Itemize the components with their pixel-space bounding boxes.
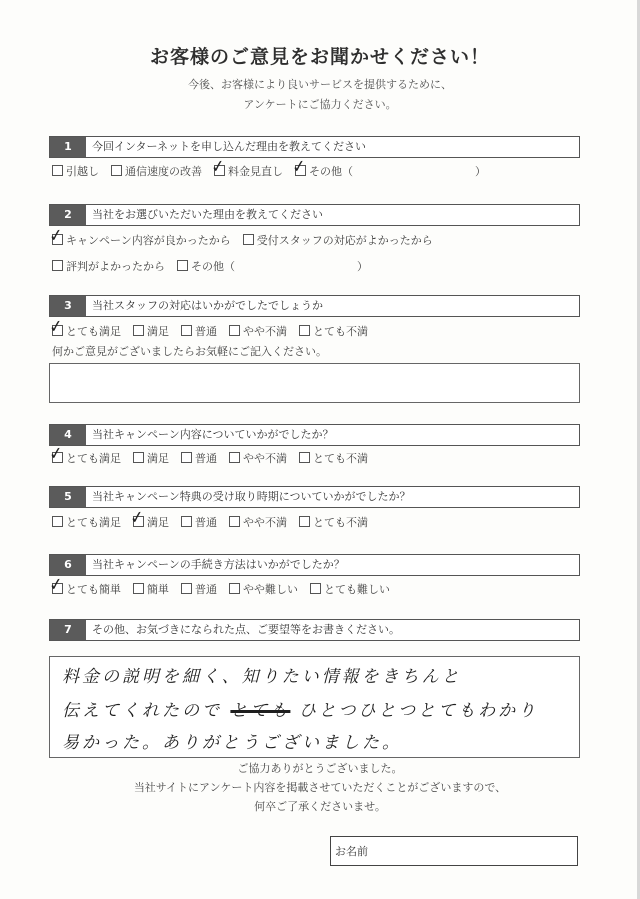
question-7-header <box>49 619 580 641</box>
question-2-header <box>49 204 580 226</box>
checkbox[interactable] <box>181 583 192 594</box>
option-label: 受付スタッフの対応がよかったから <box>256 234 433 247</box>
option-label: 満足 <box>147 452 169 465</box>
question-number: 1 <box>50 137 86 157</box>
checkbox[interactable] <box>243 234 254 245</box>
question-number: 7 <box>50 620 86 640</box>
checkmark-icon: ✓ <box>128 507 146 529</box>
page-title: お客様のご意見をお聞かせください！ <box>149 46 490 68</box>
question-text: 当社スタッフの対応はいかがでしたでしょうか <box>92 299 323 312</box>
option[interactable] <box>181 581 217 597</box>
option[interactable] <box>181 323 217 339</box>
option[interactable] <box>111 163 202 179</box>
question-text: 今回インターネットを申し込んだ理由を教えてください <box>92 140 367 153</box>
checkbox[interactable] <box>310 583 321 594</box>
option-label: 簡単 <box>147 583 169 596</box>
option[interactable] <box>229 581 298 597</box>
checkbox[interactable] <box>177 260 188 271</box>
option-label: やや不満 <box>243 325 287 338</box>
option[interactable] <box>310 581 390 597</box>
other-close-paren <box>475 163 486 179</box>
option-label: 普通 <box>195 516 217 529</box>
option[interactable] <box>47 225 231 248</box>
checkbox[interactable] <box>181 452 192 463</box>
handwritten-line-1: 料金の説明を細く、知りたい情報をきちんと <box>62 667 462 687</box>
option-label: とても簡単 <box>66 583 121 596</box>
option-label: とても不満 <box>313 325 368 338</box>
question-5-options <box>52 507 380 530</box>
option-label: 評判がよかったから <box>66 260 165 273</box>
checkmark-icon: ✓ <box>290 156 308 178</box>
checkmark-icon: ✓ <box>209 156 227 178</box>
checkbox[interactable] <box>111 165 122 176</box>
option-label: 料金見直し <box>228 165 283 178</box>
checkbox[interactable] <box>52 516 63 527</box>
checkbox[interactable] <box>229 516 240 527</box>
name-field[interactable] <box>330 836 578 866</box>
footer-note-2: 何卒ご了承くださいませ。 <box>254 800 386 813</box>
checkbox[interactable] <box>299 452 310 463</box>
option-label: 満足 <box>147 516 169 529</box>
checkmark-icon: ✓ <box>47 443 65 465</box>
checkmark-icon: ✓ <box>47 316 65 338</box>
question-4-header <box>49 424 580 446</box>
question-1-options <box>52 156 498 179</box>
question-text: 当社キャンペーンの手続き方法はいかがでしたか？ <box>92 558 345 571</box>
option-label: とても不満 <box>313 516 368 529</box>
q3-comment-box[interactable] <box>49 363 580 403</box>
option[interactable] <box>47 443 121 466</box>
handwritten-line-2 <box>62 696 538 721</box>
question-3-note: 何かご意見がございましたらお気軽にご記入ください。 <box>52 345 327 358</box>
option-label: とても難しい <box>324 583 390 596</box>
checkbox[interactable] <box>229 452 240 463</box>
intro-line-1: 今後、お客様により良いサービスを提供するために、 <box>188 78 452 91</box>
option[interactable] <box>133 581 169 597</box>
checkbox[interactable] <box>229 325 240 336</box>
question-number: 2 <box>50 205 86 225</box>
checkbox[interactable] <box>181 325 192 336</box>
option[interactable] <box>47 574 121 597</box>
option-label: とても満足 <box>66 516 121 529</box>
option[interactable] <box>181 450 217 466</box>
option-label: とても不満 <box>313 452 368 465</box>
question-3-options <box>47 316 380 339</box>
option[interactable] <box>209 156 283 179</box>
question-2-options <box>47 225 445 248</box>
checkbox[interactable] <box>133 452 144 463</box>
option-label: とても満足 <box>66 325 121 338</box>
option[interactable] <box>133 323 169 339</box>
intro-line-2: アンケートにご協力ください。 <box>243 98 397 111</box>
question-3-header <box>49 295 580 317</box>
question-number: 3 <box>50 296 86 316</box>
option[interactable] <box>299 514 368 530</box>
option[interactable] <box>229 514 287 530</box>
option[interactable] <box>181 514 217 530</box>
name-label: お名前 <box>335 845 368 858</box>
checkbox[interactable] <box>229 583 240 594</box>
option[interactable] <box>52 258 165 274</box>
option[interactable] <box>52 514 121 530</box>
checkbox[interactable] <box>299 325 310 336</box>
checkbox[interactable] <box>299 516 310 527</box>
footer-note-1: 当社サイトにアンケート内容を掲載させていただくことがございますので、 <box>133 781 507 794</box>
option[interactable] <box>290 156 353 179</box>
option-label: その他（ <box>191 260 235 273</box>
option-label: ） <box>475 165 486 178</box>
option-label: 普通 <box>195 583 217 596</box>
question-text: 当社キャンペーン内容についていかがでしたか？ <box>92 428 334 441</box>
option-label: 普通 <box>195 452 217 465</box>
option-label: やや難しい <box>243 583 298 596</box>
other-close-paren <box>357 258 368 274</box>
checkbox[interactable] <box>133 325 144 336</box>
question-1-header <box>49 136 580 158</box>
option[interactable] <box>299 323 368 339</box>
question-text: 当社をお選びいただいた理由を教えてください <box>92 208 323 221</box>
question-4-options <box>47 443 380 466</box>
checkbox[interactable] <box>133 583 144 594</box>
option-label: とても満足 <box>66 452 121 465</box>
thanks-text: ご協力ありがとうございました。 <box>237 762 403 775</box>
checkmark-icon: ✓ <box>47 574 65 596</box>
question-text: その他、お気づきになられた点、ご要望等をお書きください。 <box>92 623 400 636</box>
question-number: 5 <box>50 487 86 507</box>
question-6-options <box>47 574 402 597</box>
checkmark-icon: ✓ <box>47 225 65 247</box>
handwritten-line-2a: 伝えてくれたので <box>62 701 222 721</box>
option[interactable] <box>47 316 121 339</box>
option-label: やや不満 <box>243 516 287 529</box>
option-label: 引越し <box>66 165 99 178</box>
option[interactable] <box>177 258 235 274</box>
option-label: その他（ <box>309 165 353 178</box>
option[interactable] <box>229 323 287 339</box>
checkbox[interactable] <box>52 165 63 176</box>
option-label: キャンペーン内容が良かったから <box>66 234 231 247</box>
option-label: やや不満 <box>243 452 287 465</box>
option[interactable] <box>229 450 287 466</box>
question-5-header <box>49 486 580 508</box>
question-6-header <box>49 554 580 576</box>
checkbox[interactable] <box>52 260 63 271</box>
handwritten-line-3: 易かった。ありがとうございました。 <box>62 733 402 753</box>
checkbox[interactable] <box>181 516 192 527</box>
handwritten-struck-text: とても <box>230 701 291 721</box>
handwritten-line-2b: ひとつひとつとてもわかり <box>298 701 539 721</box>
option-label: ） <box>357 260 368 273</box>
option-label: 普通 <box>195 325 217 338</box>
option[interactable] <box>243 232 433 248</box>
option-label: 満足 <box>147 325 169 338</box>
option[interactable] <box>128 507 169 530</box>
question-text: 当社キャンペーン特典の受け取り時期についていかがでしたか？ <box>92 490 411 503</box>
question-2-options <box>52 258 380 274</box>
question-number: 6 <box>50 555 86 575</box>
option-label: 通信速度の改善 <box>125 165 202 178</box>
option[interactable] <box>133 450 169 466</box>
question-number: 4 <box>50 425 86 445</box>
option[interactable] <box>52 163 99 179</box>
option[interactable] <box>299 450 368 466</box>
